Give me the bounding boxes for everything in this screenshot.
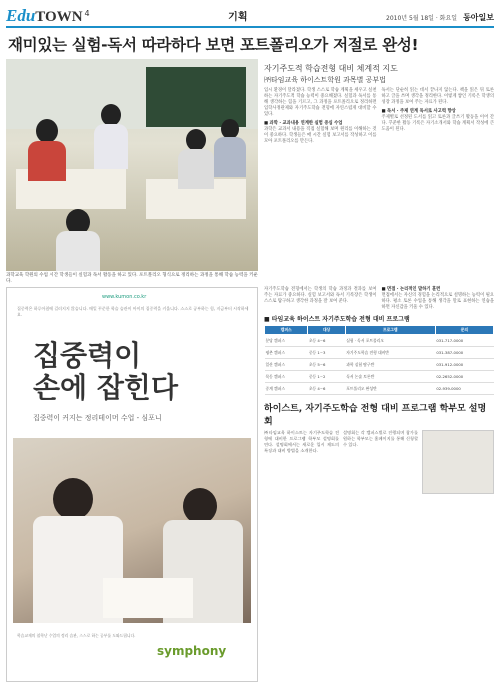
promo-block [264, 430, 494, 494]
article-subhead: ■ 면접 · 논리적인 말하기 훈련 [381, 287, 441, 292]
table-cell: 중등 1~2 [308, 371, 345, 383]
article-paragraph: 주제별로 선정된 도서를 읽고 토론과 글쓰기 활동을 이어 간다. 꾸준한 활동 기록은 자기소개서와 학습 계획서 작성에 큰 도움이 된다. [381, 115, 494, 132]
paper-name: 동아일보 [463, 13, 494, 22]
brand-logo [6, 6, 83, 26]
table-cell: 031-912-0000 [435, 359, 493, 371]
table-cell: 실험 · 독서 포트폴리오 [345, 335, 435, 347]
table-cell: 독서 논술 토론반 [345, 371, 435, 383]
table-row [265, 335, 494, 347]
table-cell: 포트폴리오 완성반 [345, 383, 435, 395]
program-table [264, 325, 494, 395]
promo-text-2: 설명회는 각 캠퍼스별로 진행되며 참가를 원하는 학부모는 홈페이지를 통해 신청할 수 있다. [343, 430, 418, 447]
table-cell: 031-387-0000 [435, 347, 493, 359]
ad-note: 학습교재의 철학난 수업의 정리 습관, 스스로 하는 공부를 도와드립니다. [17, 633, 136, 638]
advertisement [6, 287, 258, 682]
article-columns-2 [264, 287, 494, 311]
table-cell: 평촌 캠퍼스 [265, 347, 308, 359]
article-column-1 [264, 88, 377, 145]
page-number: 4 [84, 9, 90, 18]
main-article [264, 59, 494, 287]
photo-caption: 과학교육 학원의 수업 시간 학생들이 실험과 독서 활동을 하고 있다. 포트폴리오 형식으로 정리하는 과정을 통해 학습 능력을 키운다. [6, 273, 258, 284]
ad-small-text: 집중력은 하루아침에 길러지지 않습니다. 매일 꾸준한 학습 습관이 아이의 집중력을 키웁니다. 스스로 공부하는 힘, 지금부터 시작하세요. [17, 306, 249, 317]
table-row [265, 383, 494, 395]
table-header: 문의 [435, 326, 493, 335]
article-paragraph: 입시 환경이 달라졌다. 학생 스스로 학습 계획을 세우고 실천하는 자기주도적 학습 능력이 중요해졌다. 실험과 독서를 통해 생각하는 힘을 기르고, 그 과정을 포트폴리오로 정리하면 입학사정관제와 자기주도학습 전형에 자연스럽게 대비할 수 있다. [264, 88, 377, 117]
brand-sub: TOWN [35, 9, 83, 25]
table-cell: 분당 캠퍼스 [265, 335, 308, 347]
article-byline: ㈜타임교육 하이스트학원 과목별 공부법 [264, 76, 386, 84]
program-table-title: ■ 타임교육 하이스트 자기주도학습 전형 대비 프로그램 [264, 316, 410, 323]
table-cell: 중등 1~3 [308, 347, 345, 359]
ad-big-headline [33, 340, 178, 404]
article-columns [264, 88, 494, 145]
symphony-logo: symphony [157, 644, 227, 658]
table-header: 프로그램 [345, 326, 435, 335]
ad-url[interactable]: www.kumon.co.kr [102, 294, 147, 300]
ad-tagline: 집중력이 커지는 정리테이머 수업 - 심포니 [33, 414, 162, 422]
article-subhead: ■ 독서 · 주제 연계 독서로 사고력 향상 [381, 109, 456, 114]
top-row [6, 59, 494, 287]
article-column-4 [382, 287, 495, 311]
article-paragraph: 자기주도학습 전형에서는 학생의 학습 과정과 결과를 보여 주는 자료가 중요하다. 실험 보고서와 독서 기록장은 학생이 스스로 탐구하고 생각한 과정을 잘 보여 준다. [264, 287, 377, 304]
article-kicker: 자기주도적 학습전형 대비 체계적 지도 [264, 64, 398, 73]
issue-date: 2010년 5월 18일 · 화요일 [386, 15, 458, 22]
ad-headline-line-2: 손에 잡힌다 [33, 371, 178, 404]
classroom-photo [6, 59, 258, 271]
table-cell: 031-717-0000 [435, 335, 493, 347]
brand-main: Edu [6, 6, 36, 25]
table-row [265, 347, 494, 359]
promo-image [422, 430, 494, 494]
table-cell: 자기주도학습 전형 대비반 [345, 347, 435, 359]
article-paragraph: 면접에서는 자신의 경험을 논리적으로 설명하는 능력이 필요하다. 평소 토론 수업을 통해 생각을 말로 표현하는 연습을 하면 자신감을 키울 수 있다. [381, 293, 494, 310]
table-header: 대상 [308, 326, 345, 335]
article-paragraph: 과학은 교과서 내용을 직접 실험해 보며 원리를 이해하는 것이 중요하다. 학생들은 매 시간 실험 보고서를 작성하고 이를 모아 포트폴리오를 만든다. [264, 127, 377, 144]
photo-block [6, 59, 258, 287]
section-label: 기획 [228, 12, 248, 23]
table-cell: 중계 캠퍼스 [265, 383, 308, 395]
article-column-3 [264, 287, 377, 311]
table-cell: 초등 4~6 [308, 383, 345, 395]
page-headline: 재미있는 실험-독서 따라하다 보면 포트폴리오가 저절로 완성! [8, 36, 419, 54]
table-header-row [265, 326, 494, 335]
table-cell: 초등 4~6 [308, 335, 345, 347]
right-lower-column [264, 287, 494, 682]
article-paragraph: 독서는 단순히 읽는 데서 끝나지 않는다. 책을 읽은 뒤 토론하고 글을 쓰며 생각을 정리한다. 이렇게 쌓인 기록은 학생의 성장 과정을 보여 주는 자료가 된다. [381, 88, 494, 105]
ad-headline-line-1: 집중력이 [33, 339, 142, 372]
table-cell: 일산 캠퍼스 [265, 359, 308, 371]
ad-photo [13, 438, 251, 623]
middle-row [6, 287, 494, 682]
masthead [6, 0, 494, 28]
table-cell: 목동 캠퍼스 [265, 371, 308, 383]
table-cell: 초등 5~6 [308, 359, 345, 371]
table-row [265, 371, 494, 383]
promo-title: 하이스트, 자기주도학습 전형 대비 프로그램 학부모 설명회 [264, 404, 487, 427]
article-subhead: ■ 과학 · 교과내용 연계한 실험 중심 수업 [264, 121, 343, 126]
table-cell: 02-939-0000 [435, 383, 493, 395]
promo-text-1: ㈜타임교육 하이스트는 자기주도학습 전형에 대비한 프로그램 학부모 설명회를 연다. 설명회에서는 새로운 입시 제도의 특징과 대비 방법을 소개한다. [264, 430, 339, 453]
table-cell: 02-2652-0000 [435, 371, 493, 383]
table-cell: 과학 실험 탐구반 [345, 359, 435, 371]
table-header: 캠퍼스 [265, 326, 308, 335]
table-row [265, 359, 494, 371]
article-column-2 [382, 88, 495, 145]
